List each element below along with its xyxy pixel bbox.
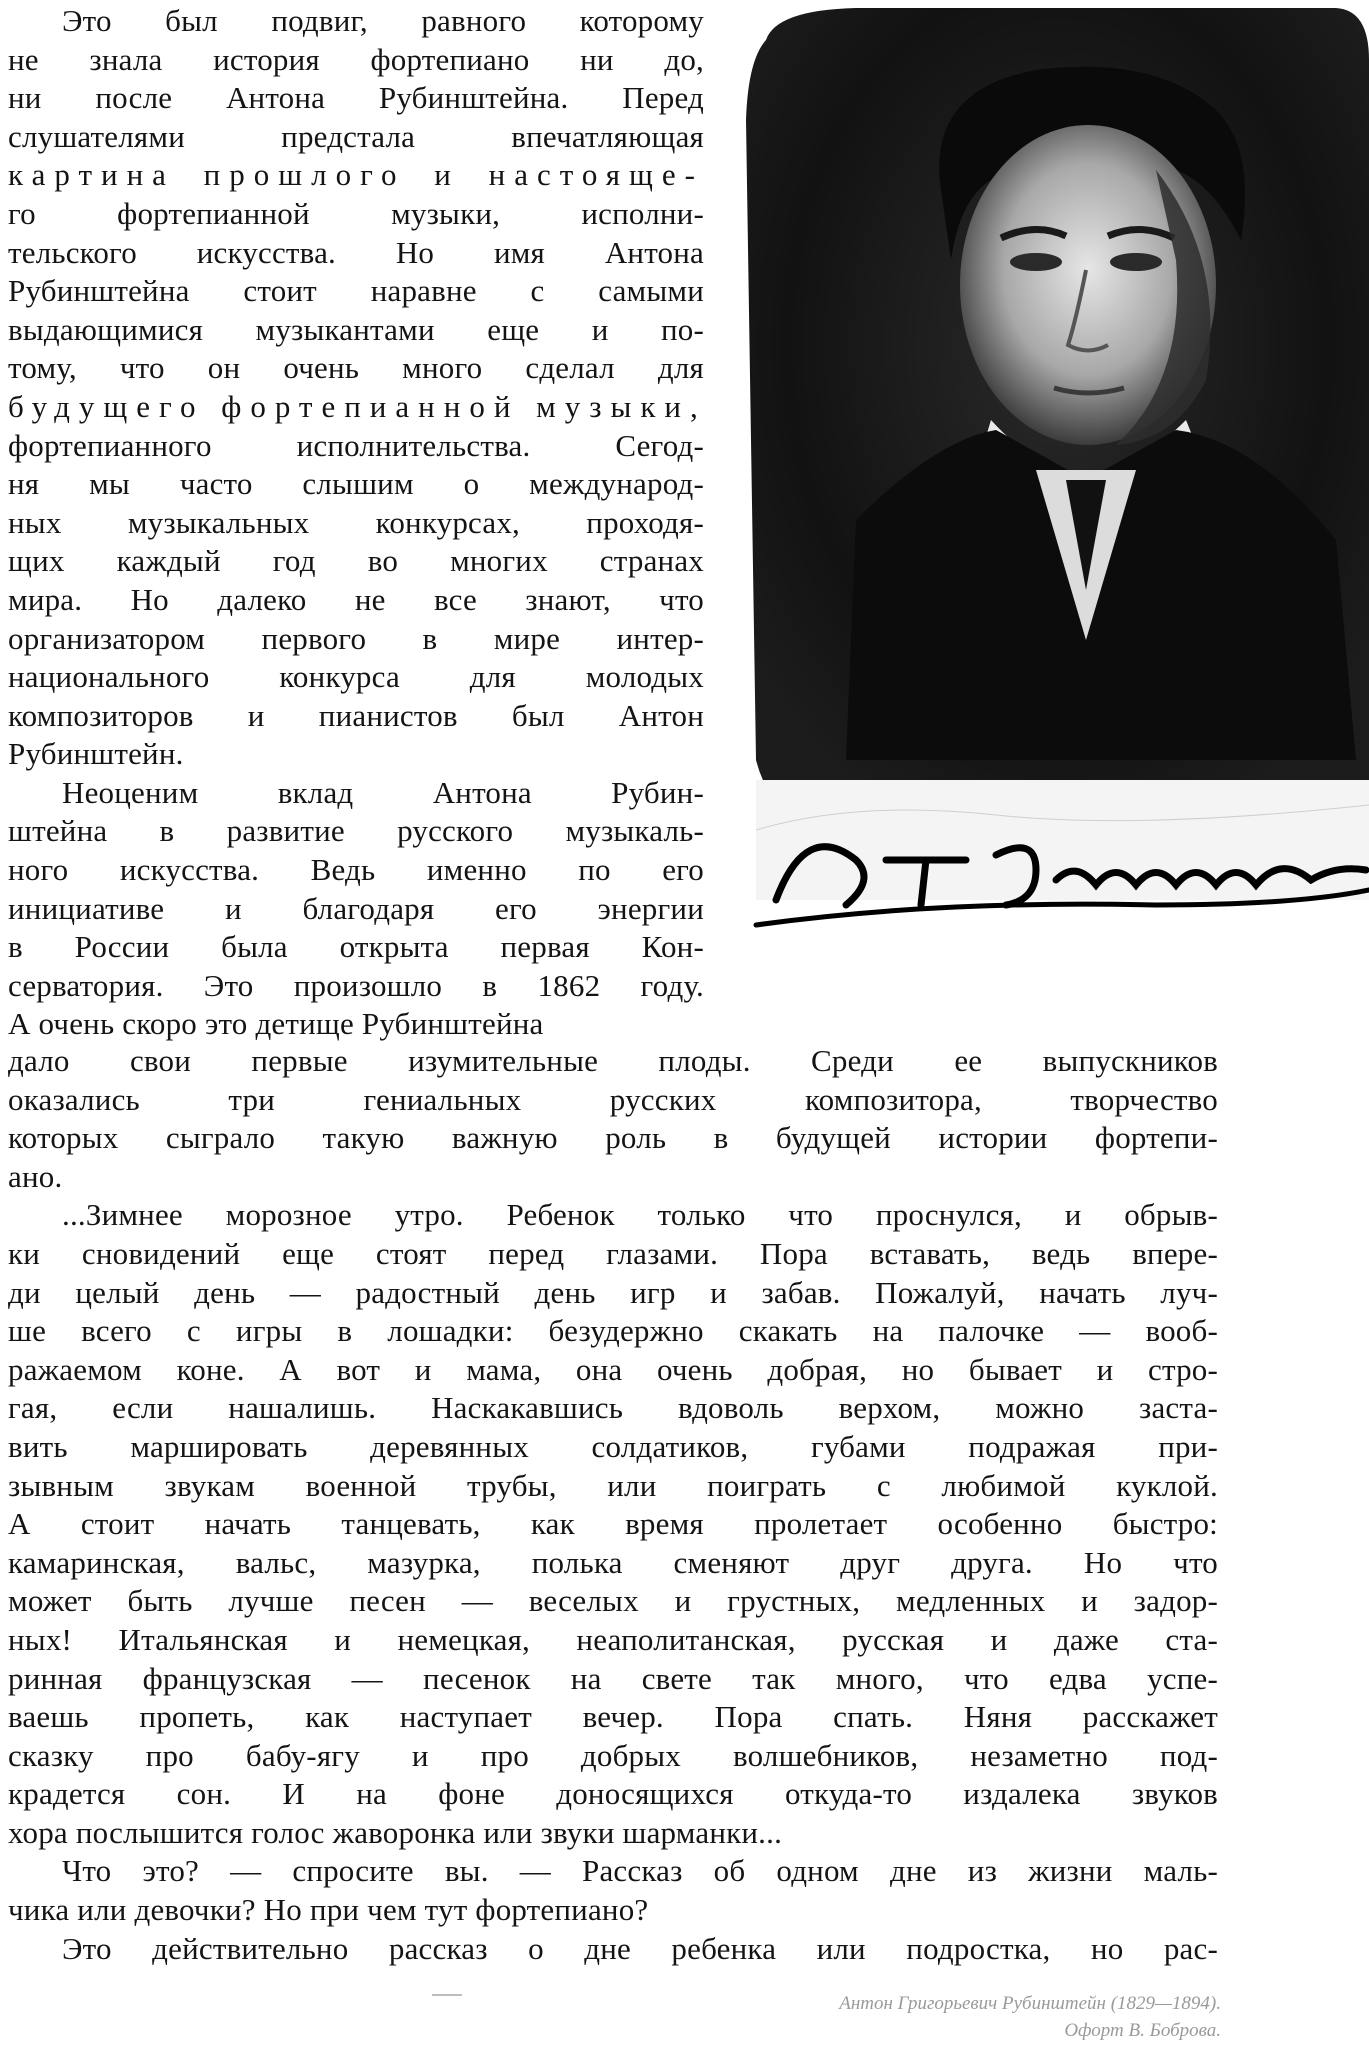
- text-line: дало свои первые изумительные плоды. Среди ее выпускников: [8, 1043, 1218, 1078]
- text-line: камаринская, вальс, мазурка, полька сменяют друг друга. Но что: [8, 1544, 1218, 1580]
- text-line: чика или девочки? Но при чем тут фортепиано?: [8, 1892, 649, 1928]
- text-line: выдающимися музыкантами еще и по-: [8, 311, 704, 347]
- text-line: мира. Но далеко не все знают, что: [8, 581, 704, 617]
- text-line: ди целый день — радостный день игр и забав. Пожалуй, начать луч-: [8, 1274, 1218, 1310]
- text-line: ...Зимнее морозное утро. Ребенок только что проснулся, и обрыв-: [62, 1197, 1218, 1233]
- text-line: Рубинштейн.: [8, 736, 184, 772]
- text-line: ше всего с игры в лошадки: безудержно скакать на палочке — вооб-: [8, 1313, 1218, 1349]
- text-line: Рубинштейна стоит наравне с самыми: [8, 273, 704, 309]
- text-line: ражаемом коне. А вот и мама, она очень добрая, но бывает и стро-: [8, 1351, 1218, 1387]
- text-line: А очень скоро это детище Рубинштейна: [8, 1006, 544, 1042]
- text-line: ки сновидений еще стоят перед глазами. Пора вставать, ведь впере-: [8, 1235, 1218, 1271]
- text-line: ни после Антона Рубинштейна. Перед: [8, 80, 704, 116]
- text-line: инициативе и благодаря его энергии: [8, 890, 704, 926]
- portrait-photo-icon: [736, 0, 1369, 980]
- text-line: тельского искусства. Но имя Антона: [8, 234, 704, 270]
- full-text-column: [8, 1042, 1218, 1968]
- text-line: штейна в развитие русского музыкаль-: [8, 813, 704, 849]
- text-line: будущего фортепианной музыки,: [8, 388, 707, 424]
- text-line: сказку про бабу-ягу и про добрых волшебников, незаметно под-: [8, 1737, 1218, 1773]
- text-line: Неоценим вклад Антона Рубин-: [62, 774, 704, 810]
- text-line: крадется сон. И на фоне доносящихся откуда-то издалека звуков: [8, 1776, 1218, 1812]
- text-line: ринная французская — песенок на свете так много, что едва успе-: [8, 1660, 1218, 1696]
- text-line: картина прошлого и настояще-: [8, 157, 704, 193]
- text-line: не знала история фортепиано ни до,: [8, 41, 704, 77]
- text-line: в России была открыта первая Кон-: [8, 929, 704, 965]
- text-line: Это действительно рассказ о дне ребенка или подростка, но рас-: [62, 1930, 1218, 1966]
- text-line: организатором первого в мире интер-: [8, 620, 704, 656]
- text-line: го фортепианной музыки, исполни-: [8, 195, 704, 231]
- text-line: ного искусства. Ведь именно по его: [8, 852, 704, 888]
- text-line: Это был подвиг, равного которому: [62, 3, 704, 38]
- text-line: ваешь пропеть, как наступает вечер. Пора спать. Няня расскажет: [8, 1699, 1218, 1735]
- text-line: зывным звукам военной трубы, или поиграть с любимой куклой.: [8, 1467, 1218, 1503]
- text-line: ных музыкальных конкурсах, проходя-: [8, 504, 704, 540]
- text-line: которых сыграло такую важную роль в будущей истории фортепи-: [8, 1120, 1218, 1156]
- text-line: А стоит начать танцевать, как время пролетает особенно быстро:: [8, 1506, 1218, 1542]
- text-line: оказались три гениальных русских композитора, творчество: [8, 1081, 1218, 1117]
- text-line: Что это? — спросите вы. — Рассказ об одном дне из жизни маль-: [62, 1853, 1218, 1889]
- text-line: щих каждый год во многих странах: [8, 543, 704, 579]
- text-line: ня мы часто слышим о международ-: [8, 466, 704, 502]
- text-line: может быть лучше песен — веселых и грустных, медленных и задор-: [8, 1583, 1218, 1619]
- text-line: хора послышится голос жаворонка или звуки шарманки...: [8, 1814, 783, 1850]
- text-line: серватория. Это произошло в 1862 году.: [8, 967, 704, 1003]
- portrait-caption: [621, 1990, 1221, 2044]
- portrait-etching: [736, 0, 1369, 980]
- text-line: гая, если нашалишь. Наскакавшись вдоволь верхом, можно заста-: [8, 1390, 1218, 1426]
- text-line: слушателями предстала впечатляющая: [8, 118, 704, 154]
- left-text-column: [8, 2, 707, 1044]
- text-line: композиторов и пианистов был Антон: [8, 697, 704, 733]
- text-line: вить маршировать деревянных солдатиков, губами подражая при-: [8, 1428, 1218, 1464]
- text-line: тому, что он очень много сделал для: [8, 350, 704, 386]
- divider: [432, 1994, 462, 1996]
- caption-line: Антон Григорьевич Рубинштейн (1829—1894).: [839, 1993, 1221, 2014]
- text-line: национального конкурса для молодых: [8, 659, 704, 695]
- text-line: ных! Итальянская и немецкая, неаполитанская, русская и даже ста-: [8, 1621, 1218, 1657]
- text-line: ано.: [8, 1158, 63, 1194]
- text-line: фортепианного исполнительства. Сегод-: [8, 427, 704, 463]
- caption-line: Офорт В. Боброва.: [1064, 2020, 1221, 2041]
